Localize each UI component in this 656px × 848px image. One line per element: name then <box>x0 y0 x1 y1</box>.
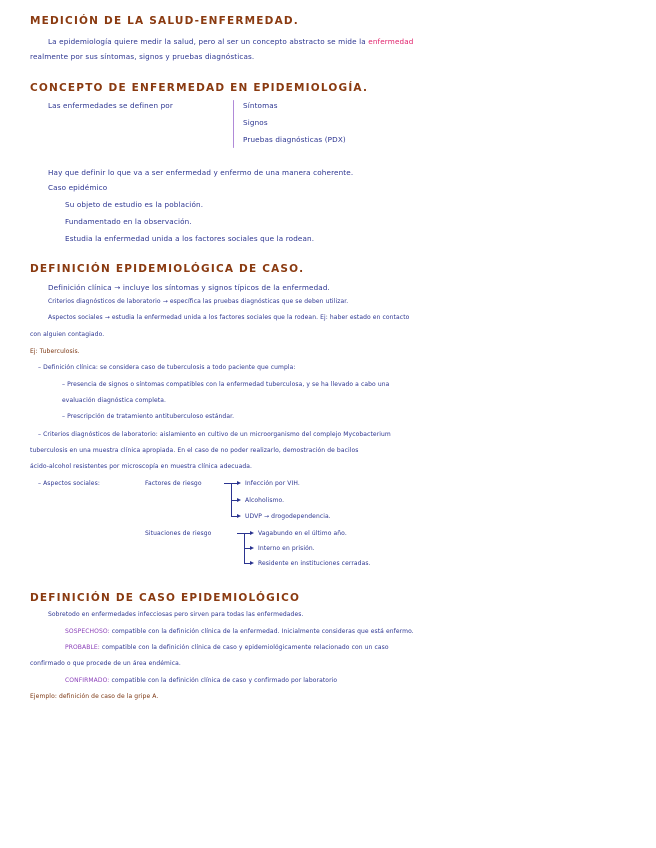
text-line: Criterios diagnósticos de laboratorio → específica las pruebas diagnósticas que se deben utilizar. <box>48 298 349 305</box>
text-line: La epidemiología quiere medir la salud, pero al ser un concepto abstracto se mide la enfermedad <box>48 37 414 46</box>
text-line: CONFIRMADO: compatible con la definición clínica de caso y confirmado por laboratorio <box>65 677 338 684</box>
text-line: SOSPECHOSO: compatible con la definición clínica de la enfermedad. Inicialmente consideras que está enfermo. <box>65 628 414 635</box>
list-item: Fundamentado en la observación. <box>65 217 192 226</box>
list-item: Alcoholismo. <box>245 497 285 504</box>
arrow-icon <box>237 498 241 502</box>
section-title-medicion: MEDICIÓN DE LA SALUD-ENFERMEDAD. <box>30 15 299 27</box>
text-line: Definición clínica → incluye los síntomas y signos típicos de la enfermedad. <box>48 283 330 292</box>
list-item: Infección por VIH. <box>245 480 300 487</box>
section-title-definicion-epidemiologica: DEFINICIÓN EPIDEMIOLÓGICA DE CASO. <box>30 263 305 275</box>
risk-situations-label: Situaciones de riesgo <box>145 530 212 537</box>
arrow-icon <box>250 561 254 565</box>
term-probable: PROBABLE: <box>65 644 100 651</box>
list-item: Residente en instituciones cerradas. <box>258 560 371 567</box>
text-line: Sobretodo en enfermedades infecciosas pero sirven para todas las enfermedades. <box>48 611 304 618</box>
tree-line <box>237 533 251 534</box>
list-item: Síntomas <box>243 101 278 110</box>
section-title-concepto: CONCEPTO DE ENFERMEDAD EN EPIDEMIOLOGÍA. <box>30 82 369 94</box>
text-line: Aspectos sociales → estudia la enfermedad unida a los factores sociales que la rodean. Ej: haber estado en contacto <box>48 314 410 321</box>
tree-line <box>224 483 238 484</box>
text-line: Caso epidémico <box>48 183 108 192</box>
text-line: – Definición clínica: se considera caso de tuberculosis a todo paciente que cumpla: <box>38 364 296 371</box>
highlight-word: enfermedad <box>368 37 414 46</box>
section-title-caso-epidemiologico: DEFINICIÓN DE CASO EPIDEMIOLÓGICO <box>30 592 301 604</box>
arrow-icon <box>237 514 241 518</box>
example-label: Ejemplo: definición de caso de la gripe A. <box>30 693 159 700</box>
text-line: – Presencia de signos o síntomas compatibles con la enfermedad tuberculosa, y se ha llevado a cabo una <box>62 381 390 388</box>
example-label: Ej: Tuberculosis. <box>30 348 80 355</box>
arrow-icon <box>250 531 254 535</box>
list-item: Pruebas diagnósticas (PDX) <box>243 135 346 144</box>
text-line: – Aspectos sociales: <box>38 480 100 487</box>
list-item: Interno en prisión. <box>258 545 315 552</box>
text-line: confirmado o que procede de un área endémica. <box>30 660 181 667</box>
text-line: PROBABLE: compatible con la definición clínica de caso y epidemiológicamente relacionado con un caso <box>65 644 389 651</box>
list-item: Vagabundo en el último año. <box>258 530 347 537</box>
text-line: – Criterios diagnósticos de laboratorio: aislamiento en cultivo de un microorganismo del complejo Mycobacterium <box>38 431 391 438</box>
text-line: evaluación diagnóstica completa. <box>62 397 166 404</box>
text-line: realmente por sus síntomas, signos y pruebas diagnósticas. <box>30 52 255 61</box>
text-line: con alguien contagiado. <box>30 331 105 338</box>
list-item: Su objeto de estudio es la población. <box>65 200 204 209</box>
text-line: Las enfermedades se definen por <box>48 101 173 110</box>
arrow-icon <box>237 481 241 485</box>
risk-factors-label: Factores de riesgo <box>145 480 202 487</box>
term-confirmado: CONFIRMADO: <box>65 677 110 684</box>
text-line: – Prescripción de tratamiento antituberculoso estándar. <box>62 413 235 420</box>
list-item: Estudia la enfermedad unida a los factores sociales que la rodean. <box>65 234 315 243</box>
text-line: ácido-alcohol resistentes por microscopía en muestra clínica adecuada. <box>30 463 253 470</box>
text-line: Hay que definir lo que va a ser enfermedad y enfermo de una manera coherente. <box>48 168 354 177</box>
brace <box>233 100 234 148</box>
list-item: Signos <box>243 118 268 127</box>
list-item: UDVP → drogodependencia. <box>245 513 331 520</box>
arrow-icon <box>250 546 254 550</box>
term-sospechoso: SOSPECHOSO: <box>65 628 110 635</box>
text-line: tuberculosis en una muestra clínica apropiada. En el caso de no poder realizarlo, demostración de bacilos <box>30 447 359 454</box>
